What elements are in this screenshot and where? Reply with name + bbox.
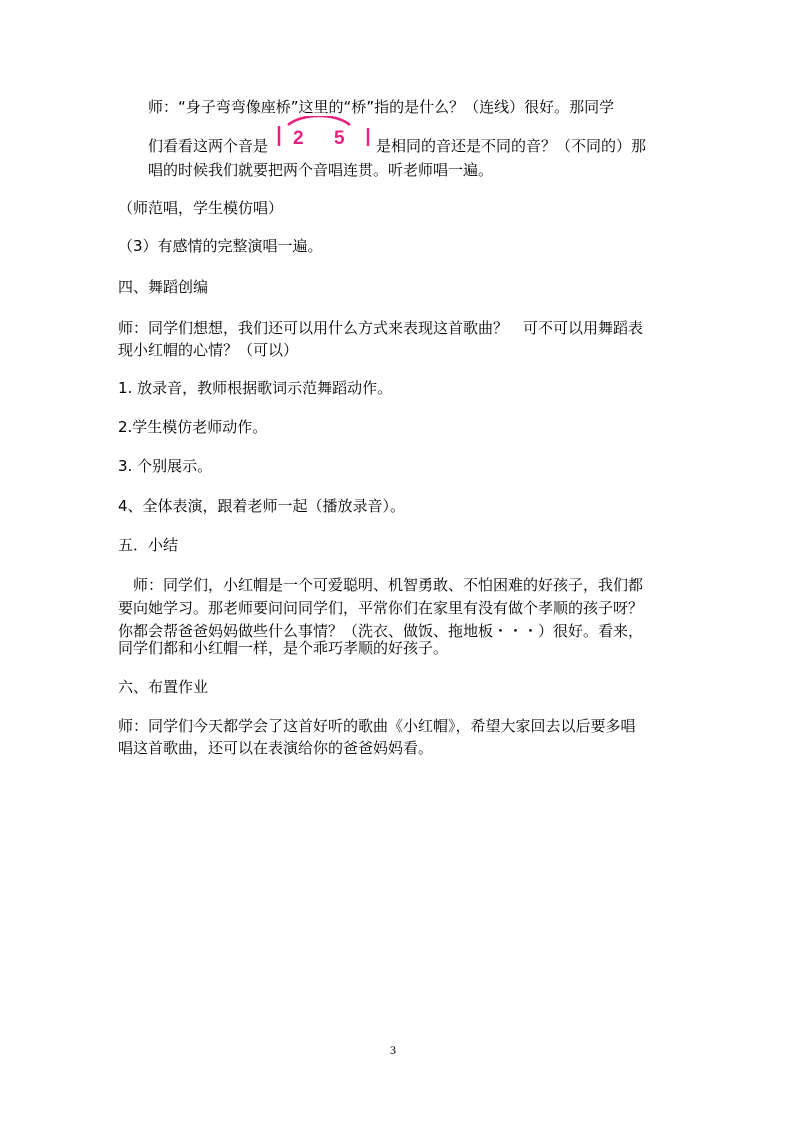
paragraph-line: 是相同的音还是不同的音？（不同的）那 — [376, 137, 647, 155]
list-item: 1. 放录音，教师根据歌词示范舞蹈动作。 — [118, 379, 393, 397]
paragraph-line: 师：“身子弯弯像座桥”这里的“桥”指的是什么？（连线）很好。那同学 — [148, 98, 615, 116]
list-item: 3. 个别展示。 — [118, 457, 213, 475]
slur-arc — [288, 116, 350, 125]
paragraph-line: 同学们都和小红帽一样，是个乖巧孝顺的好孩子。 — [118, 639, 449, 657]
note-5: 5 — [334, 128, 345, 149]
page-number: 3 — [390, 1043, 396, 1057]
note-2: 2 — [293, 128, 304, 149]
paragraph-line: 唱的时候我们就要把两个音唱连贯。听老师唱一遍。 — [148, 161, 494, 179]
section-heading: 五．小结 — [118, 536, 179, 554]
paragraph-line: 们看看这两个音是 — [148, 137, 269, 155]
section-heading: 六、布置作业 — [118, 678, 209, 696]
section-heading: 四、舞蹈创编 — [118, 278, 209, 296]
list-item: 4、全体表演，跟着老师一起（播放录音）。 — [118, 497, 406, 515]
paragraph-line: 要向她学习。那老师要问问同学们，平常你们在家里有没有做个孝顺的孩子呀？ — [118, 599, 644, 617]
paragraph-line: 你都会帮爸爸妈妈做些什么事情？（洗衣、做饭、拖地板・・・）很好。看来， — [118, 622, 644, 640]
paragraph-line: 师：同学们今天都学会了这首好听的歌曲《小红帽》，希望大家回去以后要多唱 — [118, 717, 636, 735]
paragraph-line: 唱这首歌曲，还可以在表演给你的爸爸妈妈看。 — [118, 739, 434, 757]
music-notation-slur — [276, 116, 374, 154]
list-item: 2.学生模仿老师动作。 — [118, 418, 268, 436]
paragraph-line: 现小红帽的心情？（可以） — [118, 341, 299, 359]
paragraph-line: 师：同学们想想，我们还可以用什么方式来表现这首歌曲？ 可不可以用舞蹈表 — [118, 319, 644, 337]
paragraph: （师范唱，学生模仿唱） — [118, 199, 284, 217]
paragraph-line: 师：同学们，小红帽是一个可爱聪明、机智勇敢、不怕困难的好孩子，我们都 — [118, 576, 644, 594]
paragraph: （3）有感情的完整演唱一遍。 — [118, 237, 323, 255]
